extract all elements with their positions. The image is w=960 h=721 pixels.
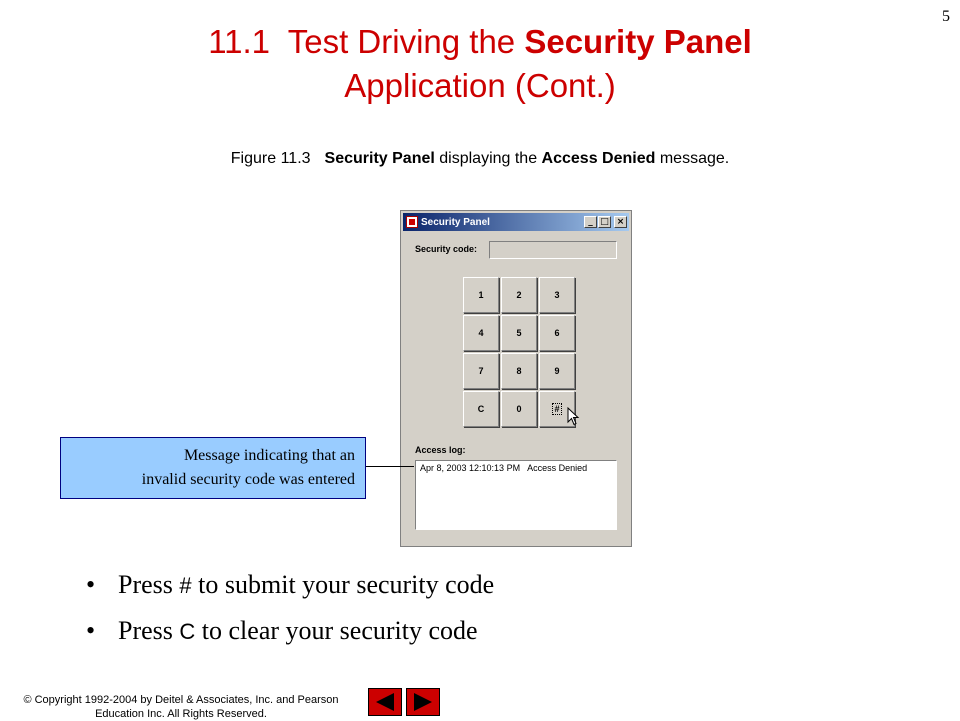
security-panel-window: [400, 210, 632, 547]
access-log-label: Access log:: [415, 445, 466, 455]
security-code-field[interactable]: [489, 241, 617, 259]
title-line-1: [0, 20, 960, 64]
bullet-key-code: #: [179, 573, 192, 598]
caption-bold-2: Access Denied: [541, 150, 656, 167]
next-slide-button[interactable]: [406, 688, 440, 716]
maximize-button[interactable]: □: [598, 216, 611, 228]
bullet-key-code: C: [179, 619, 196, 644]
left-arrow-icon: [374, 692, 396, 712]
key-label: 8: [516, 366, 522, 376]
security-code-label: Security code:: [415, 244, 478, 254]
page-number: 5: [942, 8, 950, 25]
key-label: C: [477, 404, 485, 414]
callout-box: [60, 437, 366, 499]
key-label: 9: [554, 366, 560, 376]
key-label: 3: [554, 290, 560, 300]
title-app-name: Security Panel: [524, 23, 752, 60]
figure-caption: [0, 150, 960, 168]
copyright-notice: [0, 693, 362, 721]
bullet-item: [86, 608, 494, 654]
key-0-button[interactable]: [501, 391, 537, 427]
slide-title: [0, 20, 960, 108]
copyright-line-2: Education Inc. All Rights Reserved.: [95, 708, 267, 720]
key-label: #: [554, 404, 560, 414]
key-6-button[interactable]: [539, 315, 575, 351]
key-2-button[interactable]: [501, 277, 537, 313]
caption-text-1: displaying the: [434, 150, 542, 167]
caption-text-2: message.: [655, 150, 730, 167]
copyright-line-1: © Copyright 1992-2004 by Deitel & Associates, Inc. and Pearson: [23, 694, 339, 706]
java-app-icon: [406, 216, 418, 228]
mouse-pointer-icon: [567, 407, 581, 427]
callout-leader-line: [366, 466, 414, 467]
bullet-text: Press: [118, 616, 180, 645]
title-line-2: Application (Cont.): [344, 67, 616, 104]
key-8-button[interactable]: [501, 353, 537, 389]
window-title: Security Panel: [421, 216, 490, 228]
callout-line-1: Message indicating that an: [183, 447, 355, 464]
access-log-textarea[interactable]: Apr 8, 2003 12:10:13 PM Access Denied: [415, 460, 617, 530]
key-clear-button[interactable]: [463, 391, 499, 427]
bullet-text: to submit your security code: [191, 570, 495, 599]
window-titlebar[interactable]: [403, 213, 629, 231]
caption-bold-1: Security Panel: [324, 150, 435, 167]
bullet-text: to clear your security code: [195, 616, 478, 645]
key-label: 7: [478, 366, 484, 376]
right-arrow-icon: [412, 692, 434, 712]
key-3-button[interactable]: [539, 277, 575, 313]
key-label: 2: [516, 290, 522, 300]
title-prefix: 11.1 Test Driving the: [208, 23, 525, 60]
key-label: 6: [554, 328, 560, 338]
key-4-button[interactable]: [463, 315, 499, 351]
bullet-text: Press: [118, 570, 180, 599]
key-label: 1: [478, 290, 484, 300]
previous-slide-button[interactable]: [368, 688, 402, 716]
minimize-button[interactable]: _: [584, 216, 597, 228]
key-9-button[interactable]: [539, 353, 575, 389]
close-button[interactable]: ×: [614, 216, 627, 228]
key-label: 0: [516, 404, 522, 414]
key-7-button[interactable]: [463, 353, 499, 389]
key-label: 4: [478, 328, 484, 338]
bullet-item: [86, 562, 494, 608]
key-label: 5: [516, 328, 522, 338]
bullet-list: [86, 562, 494, 654]
figure-number: Figure 11.3: [230, 150, 311, 167]
key-5-button[interactable]: [501, 315, 537, 351]
callout-line-2: invalid security code was entered: [141, 471, 355, 488]
key-1-button[interactable]: [463, 277, 499, 313]
